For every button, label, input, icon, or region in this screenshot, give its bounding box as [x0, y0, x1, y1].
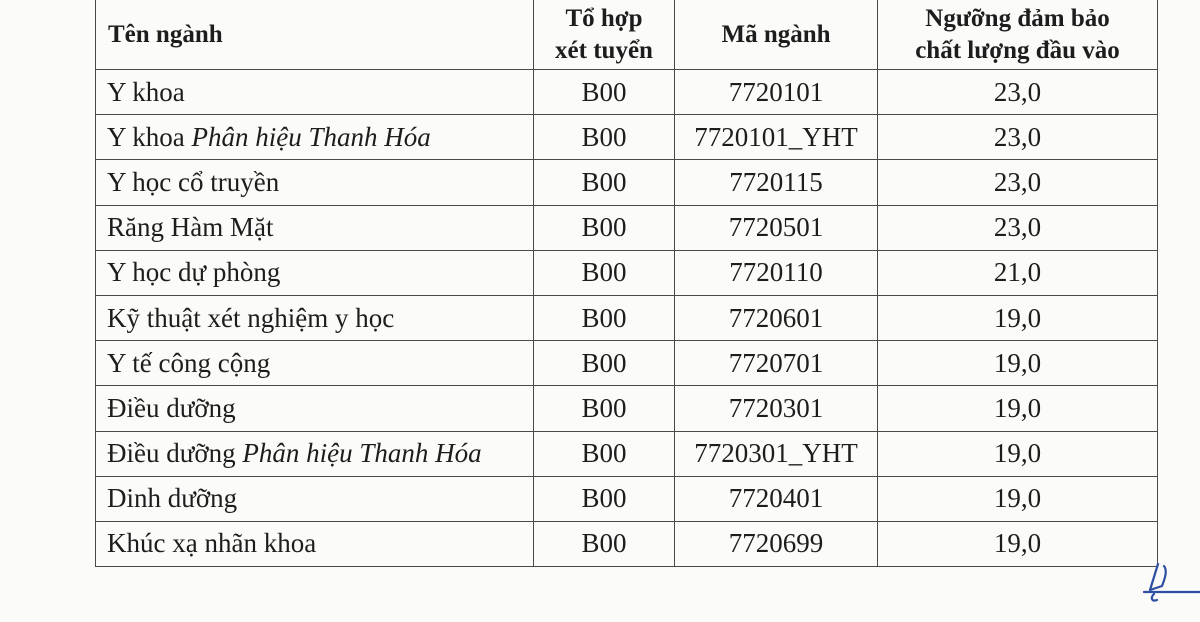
major-name-cell [96, 341, 534, 386]
major-name: Y học cổ truyền [107, 166, 280, 197]
threshold-score-cell: 19,0 [878, 431, 1158, 476]
subject-combination-cell: B00 [534, 431, 675, 476]
major-name-cell [96, 386, 534, 431]
major-code-cell: 7720101 [675, 70, 878, 115]
major-code-cell: 7720601 [675, 295, 878, 340]
subject-combination-cell: B00 [534, 115, 675, 160]
table-row [96, 160, 1158, 205]
subject-combination-cell: B00 [534, 341, 675, 386]
header-row [96, 0, 1158, 70]
major-name: Khúc xạ nhãn khoa [107, 528, 317, 559]
major-code-cell: 7720115 [675, 160, 878, 205]
table-row [96, 70, 1158, 115]
major-code-cell: 7720701 [675, 341, 878, 386]
major-name: Răng Hàm Mặt [107, 212, 274, 243]
threshold-score-cell: 23,0 [878, 205, 1158, 250]
threshold-score-cell: 21,0 [878, 250, 1158, 295]
major-name-cell [96, 205, 534, 250]
header-combo-line1: Tổ hợp [565, 4, 643, 32]
table-row [96, 476, 1158, 521]
table-row [96, 341, 1158, 386]
major-name: Y khoa [107, 76, 185, 107]
major-name: Dinh dưỡng [107, 483, 238, 514]
table-row [96, 115, 1158, 160]
threshold-score-cell: 19,0 [878, 521, 1158, 566]
major-code-cell: 7720101_YHT [675, 115, 878, 160]
subject-combination-cell: B00 [534, 205, 675, 250]
branch-campus-note: Phân hiệu Thanh Hóa [242, 438, 482, 469]
subject-combination-cell: B00 [534, 70, 675, 115]
major-code-cell: 7720110 [675, 250, 878, 295]
threshold-score-cell: 23,0 [878, 160, 1158, 205]
subject-combination-cell: B00 [534, 386, 675, 431]
threshold-score-cell: 19,0 [878, 386, 1158, 431]
major-code-cell: 7720301 [675, 386, 878, 431]
major-name-cell [96, 295, 534, 340]
table-row [96, 205, 1158, 250]
major-name-cell [96, 521, 534, 566]
table-body [96, 70, 1158, 567]
major-name: Y tế công cộng [107, 347, 271, 378]
major-name-cell [96, 476, 534, 521]
threshold-score-cell: 19,0 [878, 341, 1158, 386]
major-code-cell: 7720699 [675, 521, 878, 566]
table-row [96, 295, 1158, 340]
threshold-score-cell: 23,0 [878, 70, 1158, 115]
major-code-cell: 7720401 [675, 476, 878, 521]
subject-combination-cell: B00 [534, 476, 675, 521]
header-quality-threshold [878, 0, 1158, 70]
major-name-cell [96, 431, 534, 476]
branch-campus-note: Phân hiệu Thanh Hóa [191, 121, 431, 152]
header-threshold-line2: chất lượng đầu vào [915, 36, 1120, 64]
threshold-score-cell: 19,0 [878, 476, 1158, 521]
header-subject-combination [534, 0, 675, 70]
threshold-score-cell: 19,0 [878, 295, 1158, 340]
subject-combination-cell: B00 [534, 295, 675, 340]
admission-threshold-table [95, 0, 1158, 567]
major-name-cell [96, 70, 534, 115]
subject-combination-cell: B00 [534, 521, 675, 566]
major-name: Y học dự phòng [107, 257, 281, 288]
major-name-cell [96, 160, 534, 205]
subject-combination-cell: B00 [534, 160, 675, 205]
table-row [96, 521, 1158, 566]
subject-combination-cell: B00 [534, 250, 675, 295]
major-name: Điều dưỡng [107, 392, 236, 423]
header-threshold-line1: Ngưỡng đảm bảo [925, 4, 1110, 32]
table-row [96, 386, 1158, 431]
major-name-cell [96, 250, 534, 295]
header-major-code: Mã ngành [675, 0, 878, 70]
major-name-cell [96, 115, 534, 160]
table-row [96, 250, 1158, 295]
header-major-name: Tên ngành [96, 0, 534, 70]
table-header [96, 0, 1158, 70]
major-code-cell: 7720501 [675, 205, 878, 250]
table-row [96, 431, 1158, 476]
major-name: Y khoa [107, 121, 192, 152]
threshold-score-cell: 23,0 [878, 115, 1158, 160]
major-code-cell: 7720301_YHT [675, 431, 878, 476]
header-combo-line2: xét tuyển [555, 36, 653, 64]
handwritten-mark [1140, 556, 1200, 606]
major-name: Kỹ thuật xét nghiệm y học [107, 302, 395, 333]
major-name: Điều dưỡng [107, 438, 243, 469]
